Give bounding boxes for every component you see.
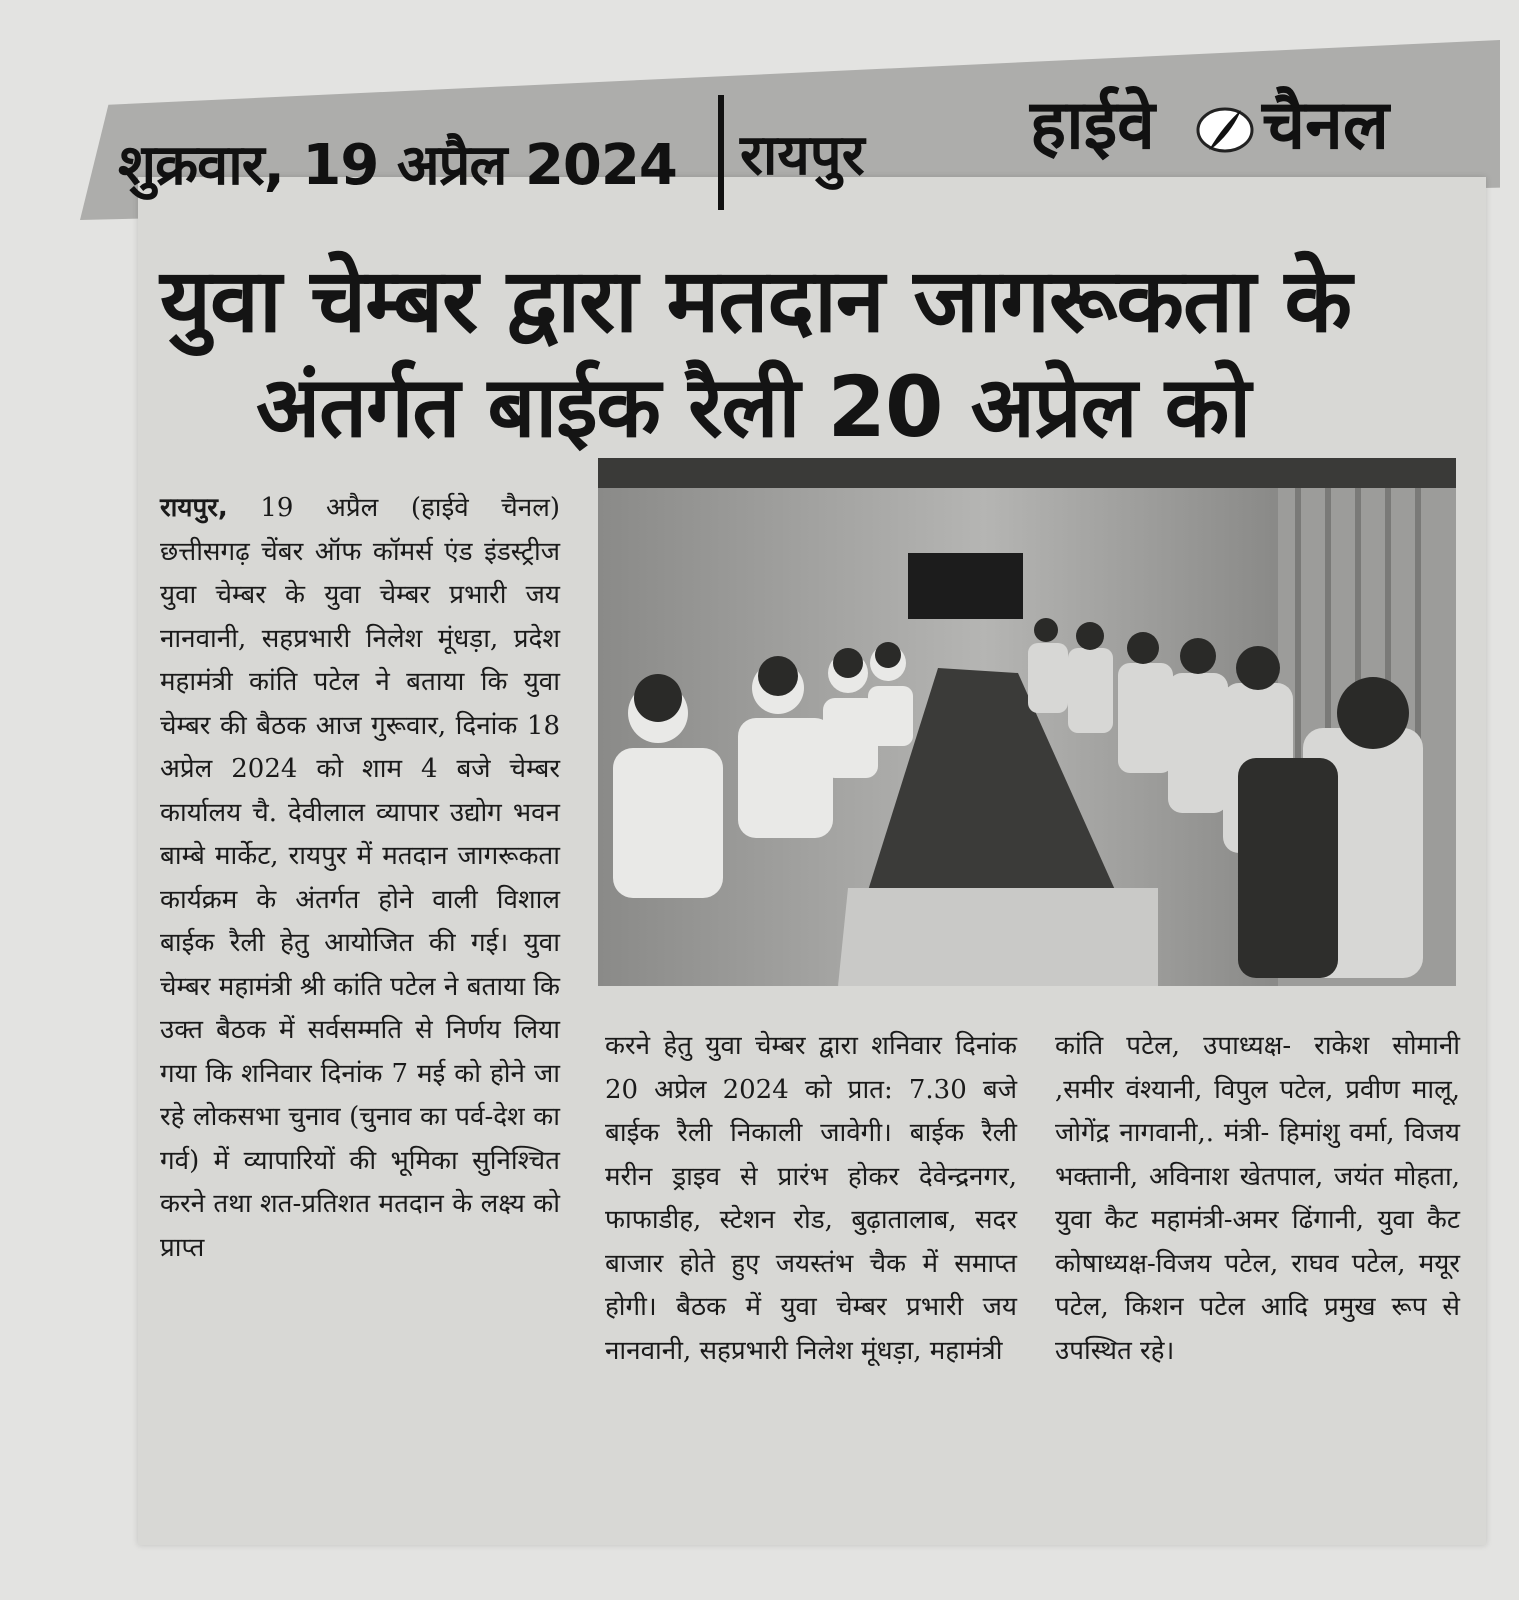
article-dateline: रायपुर, [160,493,228,523]
article-text-2: करने हेतु युवा चेम्बर द्वारा शनिवार दिनांक 20 अप्रेल 2024 को प्रात: 7.30 बजे बाईक रैली निकाली जावेगी। बाईक रैली मरीन ड्राइव से प्रारंभ होकर देवेन्द्रनगर, फाफाडीह, स्टेशन रोड, बुढ़ातालाब, सदर बाजार होते हुए जयस्तंभ चैक में समाप्त होगी। बैठक में युवा चेम्बर प्रभारी जय नानवानी, सहप्रभारी निलेश मूंधड़ा, महामंत्री [605,1031,1017,1366]
headline-line-2: अंतर्गत बाईक रैली 20 अप्रेल को [256,358,1251,456]
feather-logo-icon [1195,100,1255,160]
edition-city: रायपुर [740,123,865,188]
meeting-photo [598,458,1456,986]
article-text-3: कांति पटेल, उपाध्यक्ष- राकेश सोमानी ,समीर वंश्यानी, विपुल पटेल, प्रवीण मालू, जोगेंद्र नागवानी,. मंत्री- हिमांशु वर्मा, विजय भक्तानी, अविनाश खेतपाल, जयंत मोहता, युवा कैट महामंत्री-अमर ढिंगानी, युवा कैट कोषाध्यक्ष-विजय पटेल, राघव पटेल, मयूर पटेल, किशन पटेल आदि प्रमुख रूप से उपस्थित रहे। [1055,1031,1460,1366]
headline-line-1: युवा चेम्बर द्वारा मतदान जागरूकता के [160,249,1352,352]
article-column-3 [1055,1025,1460,1373]
article-column-2 [605,1025,1017,1373]
issue-date: शुक्रवार, 19 अप्रैल 2024 [118,133,677,198]
brand-name-left: हाईवे [1030,86,1155,165]
article-column-1 [160,487,560,1270]
masthead-divider [718,95,724,210]
article-text-1: 19 अप्रैल (हाईवे चैनल) छत्तीसगढ़ चेंबर ऑफ कॉमर्स एंड इंडस्ट्रीज युवा चेम्बर के युवा चेम्बर प्रभारी जय नानवानी, सहप्रभारी निलेश मूंधड़ा, प्रदेश महामंत्री कांति पटेल ने बताया कि युवा चेम्बर की बैठक आज गुरूवार, दिनांक 18 अप्रेल 2024 को शाम 4 बजे चेम्बर कार्यालय चै. देवीलाल व्यापार उद्योग भवन बाम्बे मार्केट, रायपुर में मतदान जागरूकता कार्यक्रम के अंतर्गत होने वाली विशाल बाईक रैली हेतु आयोजित की गई। युवा चेम्बर महामंत्री श्री कांति पटेल ने बताया कि उक्त बैठक में सर्वसम्मति से निर्णय लिया गया कि शनिवार दिनांक 7 मई को होने जा रहे लोकसभा चुनाव (चुनाव का पर्व-देश का गर्व) में व्यापारियों की भूमिका सुनिश्चित करने तथा शत-प्रतिशत मतदान के लक्ष्य को प्राप्त [160,493,561,1263]
brand-name-right: चैनल [1262,86,1390,165]
